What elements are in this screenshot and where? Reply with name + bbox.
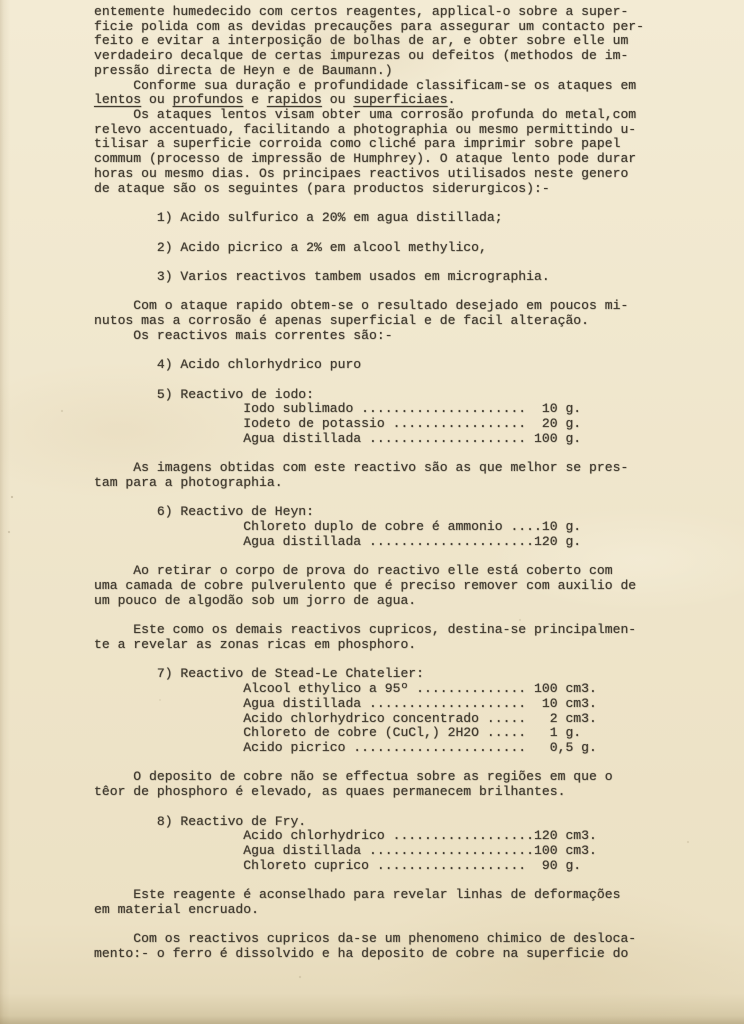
text-line — [94, 285, 644, 300]
text-line: Agua distillada .................... 100 g. — [94, 430, 582, 446]
text-line: Chloreto duplo de cobre é ammonio ....10 g. — [94, 519, 582, 535]
text-line: Ao retirar o corpo de prova do reactivo elle está coberto com — [94, 563, 613, 579]
text-line: relevo accentuado, facilitando a photographia ou mesmo permittindo u- — [94, 121, 637, 137]
text-line: Iodeto de potassio ................. 20 g. — [94, 416, 582, 432]
text-line: de ataque são os seguintes (para productos siderurgicos):- — [94, 180, 550, 196]
text-line: 8) Reactivo de Fry. — [94, 813, 307, 829]
text-line — [94, 873, 644, 888]
text-line: Agua distillada .................... 10 cm3. — [94, 695, 597, 711]
text-line: feito e evitar a interposição de bolhas de ar, e obter sobre elle um — [94, 33, 629, 49]
text-line — [94, 226, 644, 241]
underlined-word: rapidos — [266, 92, 322, 108]
text-line: 1) Acido sulfurico a 20% em agua distillada; — [94, 210, 503, 226]
text-line — [94, 756, 644, 771]
text-line: têor de phosphoro é elevado, as quaes permanecem brilhantes. — [94, 784, 566, 800]
text-line — [94, 800, 644, 815]
underlined-word: lentos — [94, 92, 142, 108]
text-segment: e — [243, 92, 267, 108]
text-line: tam para a photographia. — [94, 475, 283, 490]
text-line: Iodo sublimado ..................... 10 g. — [94, 401, 582, 417]
text-segment: ou — [321, 92, 354, 108]
text-line: em material encruado. — [94, 901, 260, 917]
text-line — [94, 918, 644, 933]
text-line: Agua distillada .....................100 cm3. — [94, 842, 597, 858]
text-line: Conforme sua duração e profundidade classificam-se os ataques em — [94, 77, 637, 93]
text-line — [94, 447, 644, 462]
text-line: Acido picrico ...................... 0,5 g. — [94, 739, 597, 755]
text-line: Este reagente é aconselhado para revelar linhas de deformações — [94, 887, 621, 903]
text-line: 7) Reactivo de Stead-Le Chatelier: — [94, 666, 425, 682]
text-line — [94, 373, 644, 388]
text-line — [94, 344, 644, 359]
underlined-word: profundos — [172, 92, 244, 108]
text-line: 6) Reactivo de Heyn: — [94, 504, 315, 520]
text-line: Agua distillada .....................120 g. — [94, 533, 582, 549]
text-line: verdadeiro decalque de certas impurezas ou defeitos (methodos de im- — [94, 48, 629, 64]
text-line — [94, 608, 644, 623]
text-line: tilisar a superficie corroida como cliché para imprimir sobre papel — [94, 136, 621, 152]
text-line: pressão directa de Heyn e de Baumann.) — [94, 62, 393, 78]
text-line — [94, 491, 644, 506]
text-line: Com os reactivos cupricos da-se um phenomeno chimico de desloca- — [94, 931, 637, 947]
text-segment: . — [447, 92, 456, 108]
text-line: nutos mas a corrosão é apenas superficial e de facil alteração. — [94, 313, 590, 329]
text-line: uma camada de cobre pulverulento que é preciso remover com auxilio de — [94, 578, 637, 594]
text-line: um pouco de algodão sob um jorro de agua. — [94, 592, 417, 608]
text-line: Com o ataque rapido obtem-se o resultado desejado em poucos mi- — [94, 298, 629, 314]
text-line: entemente humedecido com certos reagentes, applical-o sobre a super- — [94, 4, 629, 19]
text-line: Alcool ethylico a 95º .............. 100 cm3. — [94, 681, 597, 697]
text-line: 4) Acido chlorhydrico puro — [94, 357, 362, 373]
text-line: Acido chlorhydrico ..................120 cm3. — [94, 828, 597, 844]
text-line: Este como os demais reactivos cupricos, destina-se principalmen- — [94, 622, 637, 638]
text-line: Chloreto cuprico ................... 90 g. — [94, 857, 582, 873]
text-line: 2) Acido picrico a 2% em alcool methylico, — [94, 239, 487, 255]
text-line: horas ou mesmo dias. Os principaes reactivos utilisados neste genero — [94, 165, 629, 181]
text-line: Os reactivos mais correntes são:- — [94, 327, 393, 343]
underlined-word: superficiaes — [353, 92, 448, 108]
text-line — [94, 196, 644, 211]
text-line: As imagens obtidas com este reactivo são as que melhor se pres- — [94, 460, 629, 476]
text-line: O deposito de cobre não se effectua sobre as regiões em que o — [94, 769, 613, 785]
text-line — [94, 93, 644, 108]
text-line: 5) Reactivo de iodo: — [94, 386, 315, 402]
text-segment: ou — [141, 92, 173, 108]
text-line: 3) Varios reactivos tambem usados em micrographia. — [94, 268, 550, 284]
text-line — [94, 653, 644, 668]
text-line: commum (processo de impressão de Humphrey). O ataque lento pode durar — [94, 151, 637, 167]
text-line: te a revelar as zonas ricas em phosphoro. — [94, 636, 417, 652]
text-line — [94, 255, 644, 270]
text-line: Chloreto de cobre (CuCl,) 2H2O ..... 1 g. — [94, 725, 582, 741]
text-line: ficie polida com as devidas precauções para assegurar um contacto per- — [94, 18, 645, 34]
text-line: Acido chlorhydrico concentrado ..... 2 cm3. — [94, 710, 597, 726]
text-line: mento:- o ferro é dissolvido e ha deposito de cobre na superficie do — [94, 946, 629, 961]
text-line — [94, 550, 644, 565]
text-line: Os ataques lentos visam obter uma corrosão profunda do metal,com — [94, 107, 637, 123]
document-text — [94, 5, 644, 962]
